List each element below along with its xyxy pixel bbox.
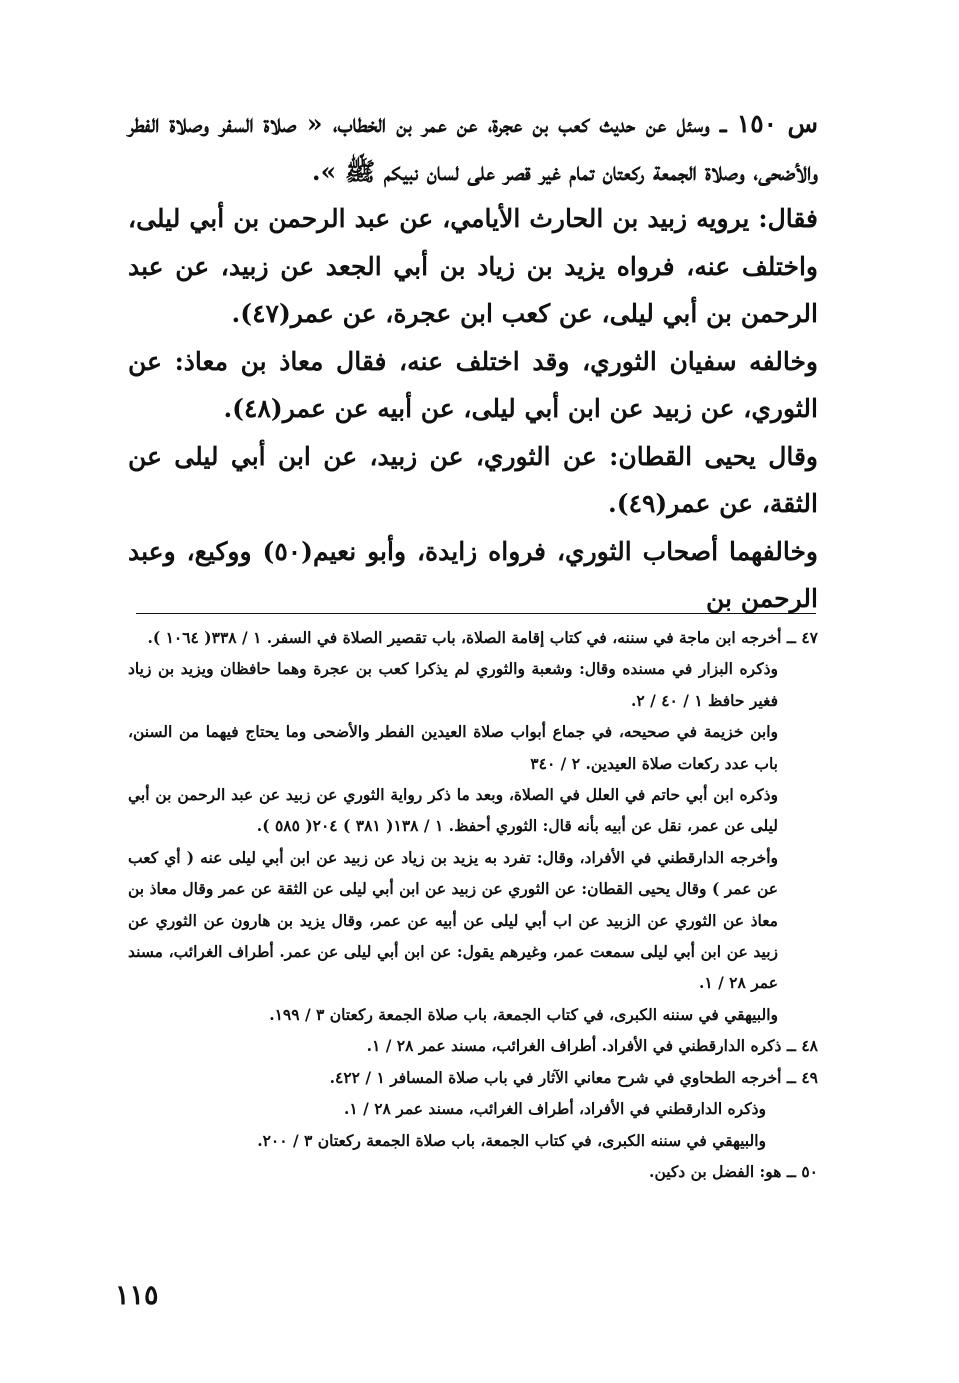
main-text <box>128 100 818 623</box>
footnote-49-bayhaqi: والبيهقي في سننه الكبرى، في كتاب الجمعة، باب صلاة الجمعة ركعتان ٣ / ٢٠٠. <box>257 1130 766 1150</box>
paragraph-question: س ١٥٠ ــ وسئل عن حديث كعب بن عجرة، عن عمر بن الخطاب، « صلاة السفر وصلاة الفطر والأضحى، وصلاة الجمعة ركعتان تمام غير قصر على لسان نبيكم ﷺ ». <box>128 109 818 186</box>
footnotes <box>128 622 818 1187</box>
footnote-47-khuzaymah: وابن خزيمة في صحيحه، في جماع أبواب صلاة العيدين الفطر والأضحى وما يحتاج فيهما من السنن، باب عدد ركعات صلاة العيدين. ٢ / ٣٤٠ <box>128 722 778 773</box>
footnote-47-bazzar: وذكره البزار في مسنده وقال: وشعبة والثوري لم يذكرا كعب بن عجرة وهما حافظان ويزيد بن زياد فغير حافظ ١ / ٤٠ / ٢. <box>128 659 778 710</box>
paragraph-thawri: وخالفه سفيان الثوري، وقد اختلف عنه، فقال معاذ بن معاذ: عن الثوري، عن زبيد عن ابن أبي ليلى، عن أبيه عن عمر(٤٨). <box>128 346 818 423</box>
paragraph-companions: وخالفهما أصحاب الثوري، فرواه زايدة، وأبو نعيم(٥٠) ووكيع، وعبد الرحمن بن <box>128 536 818 613</box>
footnote-47: ٤٧ ــ أخرجه ابن ماجة في سننه، في كتاب إقامة الصلاة، باب تقصير الصلاة في السفر. ١ / ٣٣٨( ١٠٦٤ ). <box>147 628 818 647</box>
paragraph-qattan: وقال يحيى القطان: عن الثوري، عن زبيد، عن ابن أبي ليلى عن الثقة، عن عمر(٤٩). <box>128 441 818 518</box>
footnote-50: ٥٠ ــ هو: الفضل بن دكين. <box>649 1161 818 1181</box>
paragraph-answer: فقال: يرويه زبيد بن الحارث الأيامي، عن عبد الرحمن بن أبي ليلى، واختلف عنه، فرواه يزيد بن زياد بن أبي الجعد عن زبيد، عن عبد الرحمن بن أبي ليلى، عن كعب ابن عجرة، عن عمر(٤٧). <box>128 204 818 328</box>
footnote-divider <box>136 613 816 614</box>
footnote-47-daraqutni: وأخرجه الدارقطني في الأفراد، وقال: تفرد به يزيد بن زياد عن زبيد عن ابن أبي ليلى عنه ( أي كعب عن عمر ) وقال يحيى القطان: عن الثوري عن زبيد عن ابن أبي ليلى عن الثقة عن عمر وقال معاذ بن معاذ عن الثوري عن الزبيد عن اب أبي ليلى عن أبيه عن عمر، وقال يزيد بن هارون عن الثوري عن زبيد عن ابن أبي ليلى سمعت عمر، وغيرهم يقول: عن ابن أبي ليلى عن عمر. أطراف الغرائب، مسند عمر ٢٨ / ١. <box>128 847 778 993</box>
footnote-48: ٤٨ ــ ذكره الدارقطني في الأفراد. أطراف الغرائب، مسند عمر ٢٨ / ١. <box>366 1036 818 1056</box>
page-number: ١١٥ <box>115 1280 159 1311</box>
footnote-49: ٤٩ ــ أخرجه الطحاوي في شرح معاني الآثار في باب صلاة المسافر ١ / ٤٢٢. <box>329 1067 818 1087</box>
footnote-47-ibn-abi-hatim: وذكره ابن أبي حاتم في العلل في الصلاة، وبعد ما ذكر رواية الثوري عن زبيد عن عبد الرحمن بن أبي ليلى عن عمر، نقل عن أبيه بأنه قال: الثوري أحفظ. ١ / ١٣٨( ٣٨١ ) ٢٠٤( ٥٨٥ ). <box>128 785 778 836</box>
footnote-49-daraqutni: وذكره الدارقطني في الأفراد، أطراف الغرائب، مسند عمر ٢٨ / ١. <box>344 1099 766 1119</box>
footnote-47-bayhaqi: والبيهقي في سننه الكبرى، في كتاب الجمعة، باب صلاة الجمعة ركعتان ٣ / ١٩٩. <box>269 1004 778 1024</box>
